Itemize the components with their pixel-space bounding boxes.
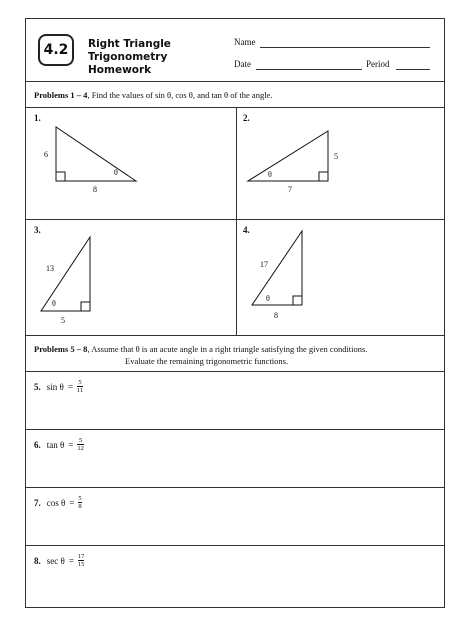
angle-label: θ: [52, 299, 56, 308]
divider: [26, 371, 444, 372]
divider: [26, 335, 444, 336]
trig-function: cos θ: [46, 497, 66, 508]
numerator: 5: [79, 437, 83, 444]
date-label: Date: [234, 59, 251, 69]
question-6: [34, 437, 84, 452]
worksheet-title: [88, 38, 238, 77]
name-label: Name: [234, 37, 256, 47]
problem-number: 1.: [34, 113, 41, 123]
question-8: [34, 553, 84, 568]
fraction: [77, 437, 84, 452]
fraction: [78, 495, 81, 510]
trig-function: sec θ: [46, 555, 65, 566]
section1-instructions: [34, 89, 272, 101]
numerator: 5: [78, 495, 82, 502]
lesson-number: 4.2: [43, 42, 69, 58]
section1-label: Problems 1 – 4: [34, 90, 88, 100]
side-label: 13: [46, 264, 54, 273]
problem-number: 2.: [243, 113, 250, 123]
divider: [26, 107, 444, 108]
section2-text: , Assume that θ is an acute angle in a right triangle satisfying the given conditions.: [87, 344, 368, 354]
denominator: 12: [77, 445, 84, 452]
period-label: Period: [366, 59, 390, 69]
divider: [26, 81, 444, 82]
equals-sign: =: [68, 555, 74, 566]
grid-divider-horizontal: [26, 219, 444, 220]
grid-divider-vertical: [236, 107, 237, 335]
trig-function: sin θ: [46, 381, 64, 392]
side-label: 8: [93, 185, 97, 194]
angle-label: θ: [114, 168, 118, 177]
question-number: 6.: [34, 439, 41, 450]
section2-label: Problems 5 – 8: [34, 344, 88, 354]
date-field[interactable]: [256, 69, 362, 70]
denominator: 11: [76, 387, 84, 394]
section1-text: , Find the values of sin θ, cos θ, and tan θ of the angle.: [87, 90, 273, 100]
equals-sign: =: [67, 381, 73, 392]
side-label: 6: [44, 150, 48, 159]
fraction: [77, 379, 83, 394]
divider: [26, 429, 444, 430]
angle-label: θ: [268, 170, 272, 179]
angle-label: θ: [266, 294, 270, 303]
section2-instructions: [34, 343, 367, 367]
side-label: 5: [334, 152, 338, 161]
side-label: 7: [288, 185, 292, 194]
worksheet: [25, 18, 445, 608]
problem-number: 4.: [243, 225, 250, 235]
name-field[interactable]: [260, 47, 430, 48]
problem-number: 3.: [34, 225, 41, 235]
period-field[interactable]: [396, 69, 430, 70]
equals-sign: =: [69, 497, 75, 508]
denominator: 8: [78, 503, 82, 510]
lesson-number-badge: [38, 34, 74, 66]
title-line-1: Right Triangle Trigonometry: [88, 38, 171, 63]
equals-sign: =: [68, 439, 74, 450]
section2-text-line2: Evaluate the remaining trigonometric functions.: [125, 356, 289, 366]
question-number: 7.: [34, 497, 41, 508]
denominator: 15: [77, 561, 85, 568]
title-line-2: Homework: [88, 64, 152, 76]
side-label: 17: [260, 260, 268, 269]
fraction: [78, 553, 85, 568]
side-label: 5: [61, 316, 65, 325]
triangle-figure-3: [36, 229, 226, 329]
triangle-figure-2: [238, 119, 438, 209]
divider: [26, 487, 444, 488]
side-label: 8: [274, 311, 278, 320]
question-number: 5.: [34, 381, 41, 392]
divider: [26, 545, 444, 546]
numerator: 5: [78, 379, 82, 386]
triangle-figure-4: [238, 229, 428, 329]
trig-function: tan θ: [46, 439, 65, 450]
triangle-figure-1: [36, 119, 226, 209]
question-number: 8.: [34, 555, 41, 566]
numerator: 17: [77, 553, 85, 560]
question-7: [34, 495, 82, 510]
question-5: [34, 379, 83, 394]
